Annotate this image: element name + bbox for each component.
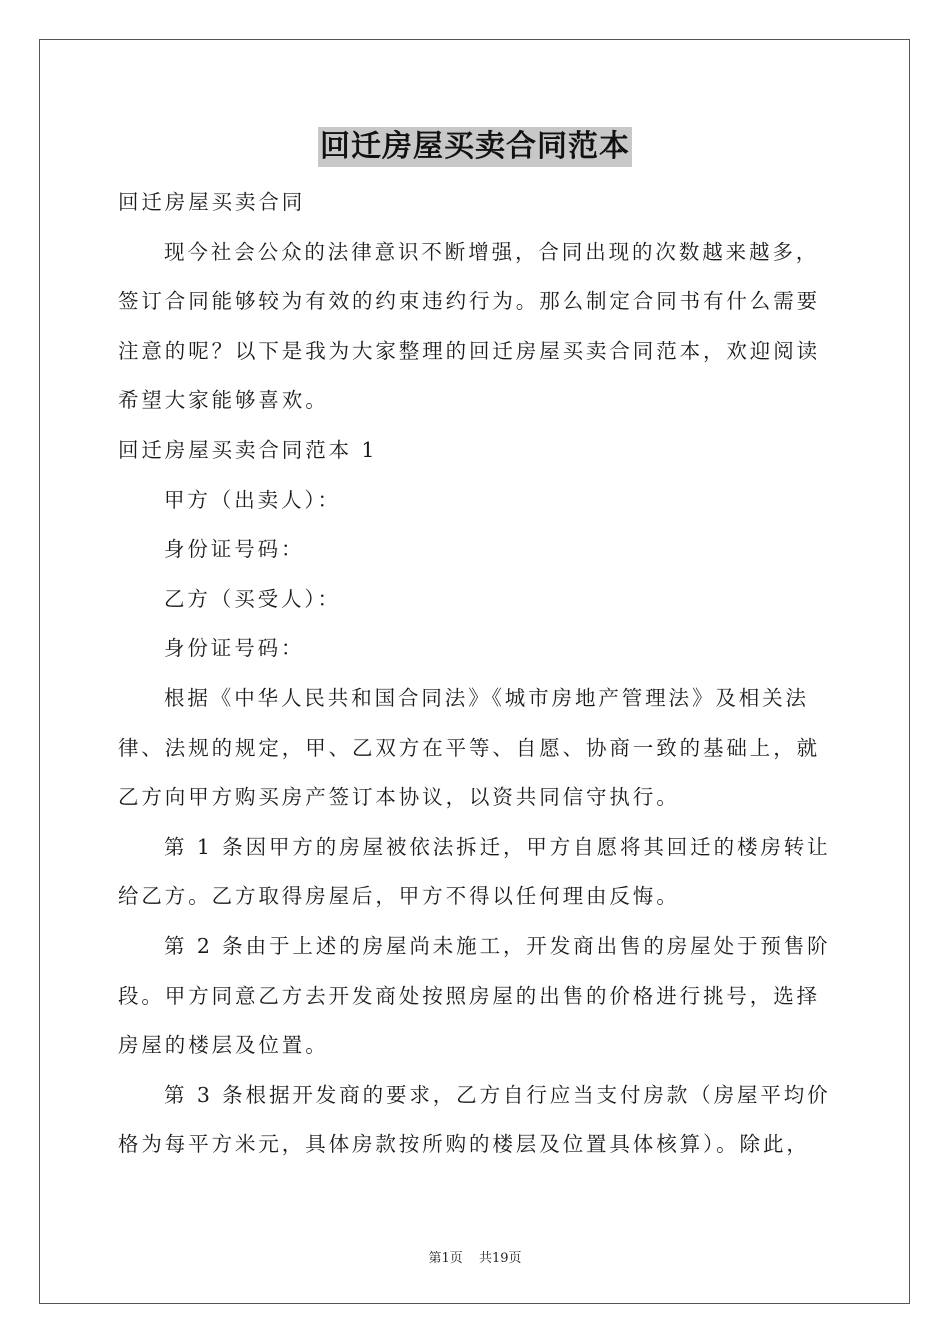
body-line: 乙方（买受人）： [164, 586, 341, 611]
body-line: 身份证号码： [164, 636, 305, 661]
body-line: 回迁房屋买卖合同范本 1 [118, 437, 378, 462]
body-line: 第 1 条因甲方的房屋被依法拆迁，甲方自愿将其回迁的楼房转让 [164, 834, 831, 859]
body-line: 身份证号码： [164, 537, 305, 562]
body-line: 给乙方。乙方取得房屋后，甲方不得以任何理由反悔。 [118, 884, 680, 909]
body-line: 现今社会公众的法律意识不断增强，合同出现的次数越来越多， [164, 239, 820, 264]
body-line: 房屋的楼层及位置。 [118, 1033, 329, 1058]
body-line: 回迁房屋买卖合同 [118, 190, 306, 214]
document-body [118, 178, 833, 1170]
body-line: 第 2 条由于上述的房屋尚未施工，开发商出售的房屋处于预售阶 [164, 933, 831, 958]
body-line: 段。甲方同意乙方去开发商处按照房屋的出售的价格进行挑号，选择 [118, 983, 820, 1008]
body-line: 签订合同能够较为有效的约束违约行为。那么制定合同书有什么需要 [118, 289, 820, 314]
body-line: 第 3 条根据开发商的要求，乙方自行应当支付房款（房屋平均价 [164, 1082, 831, 1107]
body-line: 甲方（出卖人）： [164, 487, 341, 512]
body-line: 格为每平方米元，具体房款按所购的楼层及位置具体核算）。除此， [118, 1132, 810, 1157]
page-number: 第1页 [428, 1251, 463, 1266]
title-wrap [0, 127, 950, 167]
page-footer [0, 1247, 950, 1266]
body-line: 注意的呢？以下是我为大家整理的回迁房屋买卖合同范本，欢迎阅读 [118, 338, 820, 363]
body-line: 根据《中华人民共和国合同法》《城市房地产管理法》及相关法 [164, 685, 809, 710]
body-line: 律、法规的规定，甲、乙双方在平等、自愿、协商一致的基础上，就 [118, 735, 820, 760]
page-total: 共19页 [478, 1251, 522, 1266]
body-line: 希望大家能够喜欢。 [118, 388, 329, 413]
body-line: 乙方向甲方购买房产签订本协议，以资共同信守执行。 [118, 785, 680, 810]
document-title: 回迁房屋买卖合同范本 [318, 127, 632, 167]
